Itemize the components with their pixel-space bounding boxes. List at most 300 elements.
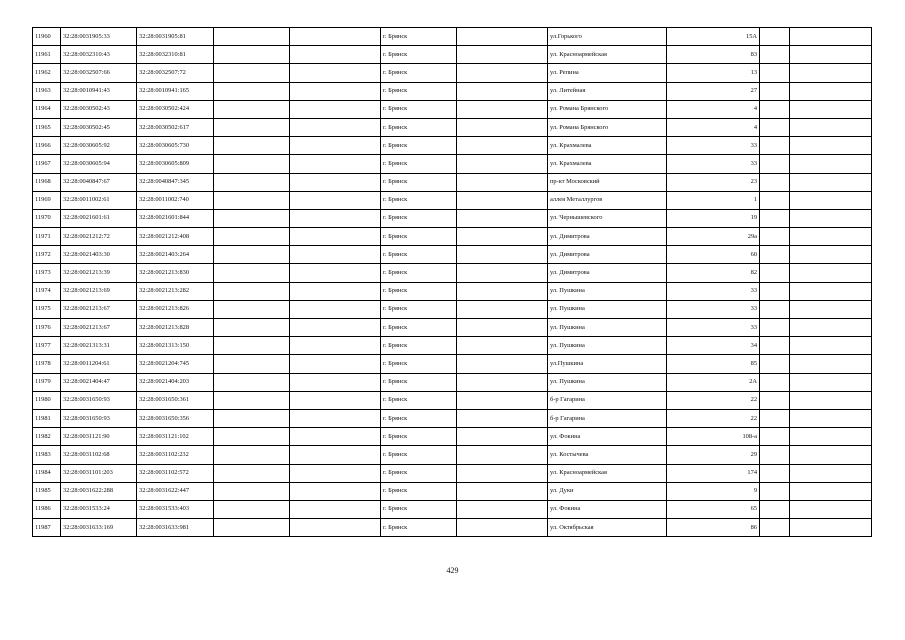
cell-object-cadastral-number: 32:28:0031622:447 — [137, 482, 214, 500]
cell-empty — [214, 155, 290, 173]
cell-object-cadastral-number: 32:28:0010941:165 — [137, 82, 214, 100]
cell-empty — [760, 337, 790, 355]
cell-street: ул. Октябрьская — [548, 519, 667, 537]
cell-cadastral-number: 32:28:0021403:30 — [61, 246, 137, 264]
cell-row-number: 11987 — [33, 519, 61, 537]
cell-row-number: 11961 — [33, 46, 61, 64]
cell-empty — [290, 209, 381, 227]
cell-house-number: 82 — [667, 264, 760, 282]
table-row — [33, 337, 872, 355]
cell-empty — [214, 137, 290, 155]
cell-empty — [760, 519, 790, 537]
table-row — [33, 428, 872, 446]
cell-empty — [790, 100, 872, 118]
cell-empty — [760, 446, 790, 464]
cell-empty — [457, 373, 548, 391]
cell-street: ул. Димитрова — [548, 246, 667, 264]
cell-empty — [760, 82, 790, 100]
cell-empty — [457, 519, 548, 537]
cell-street: ул. Димитрова — [548, 228, 667, 246]
cell-house-number: 9 — [667, 482, 760, 500]
cell-city: г. Брянск — [381, 28, 457, 46]
cell-street: ул. Димитрова — [548, 264, 667, 282]
cell-empty — [457, 319, 548, 337]
cell-empty — [790, 209, 872, 227]
cell-empty — [290, 355, 381, 373]
cell-row-number: 11968 — [33, 173, 61, 191]
cell-empty — [214, 118, 290, 136]
cell-empty — [214, 246, 290, 264]
cell-street: ул. Пушкина — [548, 337, 667, 355]
cell-empty — [760, 500, 790, 518]
cell-house-number: 33 — [667, 282, 760, 300]
cell-city: г. Брянск — [381, 282, 457, 300]
cell-row-number: 11975 — [33, 300, 61, 318]
cell-empty — [214, 391, 290, 409]
cell-cadastral-number: 32:28:0031650:93 — [61, 391, 137, 409]
cell-empty — [457, 100, 548, 118]
cell-cadastral-number: 32:28:0030502:43 — [61, 100, 137, 118]
cell-empty — [214, 319, 290, 337]
cell-empty — [457, 337, 548, 355]
cell-empty — [790, 64, 872, 82]
cell-city: г. Брянск — [381, 300, 457, 318]
cell-empty — [290, 500, 381, 518]
cell-empty — [214, 64, 290, 82]
cell-empty — [290, 300, 381, 318]
cell-empty — [290, 446, 381, 464]
cell-object-cadastral-number: 32:28:0021404:203 — [137, 373, 214, 391]
cell-cadastral-number: 32:28:0021313:31 — [61, 337, 137, 355]
cell-empty — [457, 118, 548, 136]
cell-object-cadastral-number: 32:28:0030502:617 — [137, 118, 214, 136]
cell-empty — [290, 282, 381, 300]
cell-street: ул. Фокина — [548, 428, 667, 446]
cell-cadastral-number: 32:28:0031121:90 — [61, 428, 137, 446]
cell-street: ул.Пушкина — [548, 355, 667, 373]
cell-empty — [457, 264, 548, 282]
cell-empty — [457, 409, 548, 427]
cell-empty — [457, 482, 548, 500]
table-row — [33, 264, 872, 282]
cell-city: г. Брянск — [381, 209, 457, 227]
cell-street: ул. Красноармейская — [548, 464, 667, 482]
table-row — [33, 46, 872, 64]
cell-street: б-р Гагарина — [548, 409, 667, 427]
cell-cadastral-number: 32:28:0011002:61 — [61, 191, 137, 209]
cell-empty — [760, 319, 790, 337]
cell-object-cadastral-number: 32:28:0031121:102 — [137, 428, 214, 446]
cell-row-number: 11983 — [33, 446, 61, 464]
cell-empty — [790, 137, 872, 155]
page-number: 429 — [446, 566, 459, 575]
cell-empty — [290, 391, 381, 409]
cell-empty — [457, 82, 548, 100]
cell-row-number: 11974 — [33, 282, 61, 300]
cell-object-cadastral-number: 32:28:0031650:361 — [137, 391, 214, 409]
cell-cadastral-number: 32:28:0031905:33 — [61, 28, 137, 46]
cell-cadastral-number: 32:28:0030605:94 — [61, 155, 137, 173]
cell-street: ул. Пушкина — [548, 300, 667, 318]
cell-object-cadastral-number: 32:28:0021213:282 — [137, 282, 214, 300]
cell-city: г. Брянск — [381, 118, 457, 136]
cell-city: г. Брянск — [381, 191, 457, 209]
cell-empty — [760, 137, 790, 155]
cell-city: г. Брянск — [381, 391, 457, 409]
cell-house-number: 33 — [667, 300, 760, 318]
cell-cadastral-number: 32:28:0031533:24 — [61, 500, 137, 518]
cell-house-number: 22 — [667, 391, 760, 409]
cell-empty — [790, 446, 872, 464]
cell-row-number: 11960 — [33, 28, 61, 46]
cell-empty — [457, 446, 548, 464]
cell-cadastral-number: 32:28:0021212:72 — [61, 228, 137, 246]
cell-city: г. Брянск — [381, 319, 457, 337]
cell-row-number: 11963 — [33, 82, 61, 100]
cell-street: ул.Горького — [548, 28, 667, 46]
cell-cadastral-number: 32:28:0031622:288 — [61, 482, 137, 500]
cell-empty — [457, 28, 548, 46]
cell-empty — [214, 264, 290, 282]
cell-house-number: 33 — [667, 155, 760, 173]
cell-street: ул. Литейная — [548, 82, 667, 100]
cell-empty — [790, 409, 872, 427]
cell-empty — [290, 428, 381, 446]
cell-object-cadastral-number: 32:28:0031102:572 — [137, 464, 214, 482]
cell-empty — [457, 464, 548, 482]
cell-empty — [214, 173, 290, 191]
cell-house-number: 108-а — [667, 428, 760, 446]
cell-object-cadastral-number: 32:28:0031905:81 — [137, 28, 214, 46]
table-row — [33, 173, 872, 191]
cell-row-number: 11980 — [33, 391, 61, 409]
cell-empty — [290, 191, 381, 209]
cell-row-number: 11984 — [33, 464, 61, 482]
cell-empty — [290, 155, 381, 173]
table-row — [33, 137, 872, 155]
cell-house-number: 4 — [667, 100, 760, 118]
cell-house-number: 19 — [667, 209, 760, 227]
cell-empty — [457, 428, 548, 446]
cell-empty — [790, 82, 872, 100]
table-body — [33, 28, 872, 537]
cell-empty — [790, 464, 872, 482]
cell-empty — [760, 46, 790, 64]
cell-empty — [214, 446, 290, 464]
cell-house-number: 22 — [667, 409, 760, 427]
cell-house-number: 23 — [667, 173, 760, 191]
cell-city: г. Брянск — [381, 519, 457, 537]
cell-empty — [457, 391, 548, 409]
cell-empty — [290, 464, 381, 482]
cell-cadastral-number: 32:28:0031650:93 — [61, 409, 137, 427]
cell-street: ул. Красноармейская — [548, 46, 667, 64]
cell-empty — [760, 209, 790, 227]
table-row — [33, 155, 872, 173]
cell-street: ул. Пушкина — [548, 282, 667, 300]
cell-object-cadastral-number: 32:28:0032507:72 — [137, 64, 214, 82]
cell-object-cadastral-number: 32:28:0031650:356 — [137, 409, 214, 427]
cell-street: ул. Чернышевского — [548, 209, 667, 227]
cell-empty — [790, 519, 872, 537]
cell-cadastral-number: 32:28:0011204:61 — [61, 355, 137, 373]
cell-empty — [214, 482, 290, 500]
cell-house-number: 29а — [667, 228, 760, 246]
cell-street: ул. Романа Брянского — [548, 118, 667, 136]
cell-empty — [790, 46, 872, 64]
cell-city: г. Брянск — [381, 173, 457, 191]
cell-object-cadastral-number: 32:28:0031533:403 — [137, 500, 214, 518]
cell-empty — [790, 391, 872, 409]
cell-empty — [214, 82, 290, 100]
cell-empty — [214, 500, 290, 518]
table-row — [33, 446, 872, 464]
cell-street: ул. Пушкина — [548, 373, 667, 391]
cell-cadastral-number: 32:28:0030605:92 — [61, 137, 137, 155]
cell-empty — [214, 28, 290, 46]
cell-house-number: 86 — [667, 519, 760, 537]
cell-empty — [457, 209, 548, 227]
table-row — [33, 118, 872, 136]
cell-empty — [290, 46, 381, 64]
cell-house-number: 29 — [667, 446, 760, 464]
cell-empty — [290, 409, 381, 427]
cell-row-number: 11962 — [33, 64, 61, 82]
cell-empty — [790, 264, 872, 282]
table-row — [33, 319, 872, 337]
cell-empty — [790, 373, 872, 391]
cell-object-cadastral-number: 32:28:0021601:844 — [137, 209, 214, 227]
cell-empty — [760, 228, 790, 246]
cell-city: г. Брянск — [381, 337, 457, 355]
cell-street: аллея Металлургов — [548, 191, 667, 209]
table-row — [33, 391, 872, 409]
cell-empty — [214, 228, 290, 246]
cell-empty — [760, 428, 790, 446]
table-row — [33, 191, 872, 209]
cell-row-number: 11970 — [33, 209, 61, 227]
cell-object-cadastral-number: 32:28:0021213:826 — [137, 300, 214, 318]
table-row — [33, 464, 872, 482]
cell-house-number: 2А — [667, 373, 760, 391]
cell-city: г. Брянск — [381, 500, 457, 518]
cell-street: ул. Репина — [548, 64, 667, 82]
cell-empty — [457, 137, 548, 155]
cell-city: г. Брянск — [381, 446, 457, 464]
cell-empty — [760, 409, 790, 427]
cell-empty — [457, 300, 548, 318]
cell-empty — [760, 264, 790, 282]
cell-empty — [457, 155, 548, 173]
cell-city: г. Брянск — [381, 246, 457, 264]
cell-empty — [290, 319, 381, 337]
cell-empty — [790, 118, 872, 136]
cell-empty — [457, 355, 548, 373]
cell-row-number: 11978 — [33, 355, 61, 373]
cell-row-number: 11964 — [33, 100, 61, 118]
table-row — [33, 100, 872, 118]
cell-object-cadastral-number: 32:28:0021212:408 — [137, 228, 214, 246]
cell-empty — [290, 100, 381, 118]
cell-house-number: 34 — [667, 337, 760, 355]
cell-house-number: 27 — [667, 82, 760, 100]
cell-empty — [214, 355, 290, 373]
cell-street: ул. Костычева — [548, 446, 667, 464]
table-row — [33, 300, 872, 318]
cell-object-cadastral-number: 32:28:0021403:264 — [137, 246, 214, 264]
cell-house-number: 85 — [667, 355, 760, 373]
cell-row-number: 11981 — [33, 409, 61, 427]
cell-empty — [214, 409, 290, 427]
cell-row-number: 11986 — [33, 500, 61, 518]
table-row — [33, 373, 872, 391]
cell-object-cadastral-number: 32:28:0030605:730 — [137, 137, 214, 155]
cell-house-number: 1 — [667, 191, 760, 209]
table-row — [33, 82, 872, 100]
cell-house-number: 4 — [667, 118, 760, 136]
cell-row-number: 11985 — [33, 482, 61, 500]
cell-empty — [214, 428, 290, 446]
cell-city: г. Брянск — [381, 82, 457, 100]
cell-empty — [760, 373, 790, 391]
cell-empty — [214, 337, 290, 355]
cell-cadastral-number: 32:28:0021213:69 — [61, 282, 137, 300]
cell-row-number: 11973 — [33, 264, 61, 282]
cell-empty — [214, 191, 290, 209]
cell-empty — [457, 282, 548, 300]
cell-row-number: 11969 — [33, 191, 61, 209]
cell-street: ул. Дуки — [548, 482, 667, 500]
cell-city: г. Брянск — [381, 228, 457, 246]
cell-empty — [760, 391, 790, 409]
cell-empty — [214, 373, 290, 391]
table-row — [33, 228, 872, 246]
cell-empty — [760, 100, 790, 118]
cell-house-number: 174 — [667, 464, 760, 482]
cell-empty — [790, 155, 872, 173]
cell-city: г. Брянск — [381, 428, 457, 446]
cell-object-cadastral-number: 32:28:0032310:81 — [137, 46, 214, 64]
cell-empty — [290, 137, 381, 155]
table-row — [33, 64, 872, 82]
cell-row-number: 11967 — [33, 155, 61, 173]
cell-city: г. Брянск — [381, 355, 457, 373]
cell-empty — [290, 82, 381, 100]
table-row — [33, 500, 872, 518]
cell-house-number: 65 — [667, 500, 760, 518]
cell-empty — [290, 28, 381, 46]
table-row — [33, 282, 872, 300]
cell-empty — [760, 482, 790, 500]
table-row — [33, 519, 872, 537]
cell-object-cadastral-number: 32:28:0021213:828 — [137, 319, 214, 337]
cell-city: г. Брянск — [381, 264, 457, 282]
cell-object-cadastral-number: 32:28:0031633:981 — [137, 519, 214, 537]
cell-city: г. Брянск — [381, 137, 457, 155]
cell-street: б-р Гагарина — [548, 391, 667, 409]
cell-row-number: 11977 — [33, 337, 61, 355]
cell-cadastral-number: 32:28:0021213:67 — [61, 300, 137, 318]
cell-empty — [760, 464, 790, 482]
cell-street: пр-кт Московский — [548, 173, 667, 191]
cell-object-cadastral-number: 32:28:0030605:809 — [137, 155, 214, 173]
cell-cadastral-number: 32:28:0030502:45 — [61, 118, 137, 136]
cell-empty — [290, 228, 381, 246]
cell-object-cadastral-number: 32:28:0040847:345 — [137, 173, 214, 191]
cell-empty — [760, 173, 790, 191]
cell-empty — [790, 228, 872, 246]
cell-empty — [790, 355, 872, 373]
cell-empty — [214, 209, 290, 227]
cell-empty — [290, 264, 381, 282]
cell-cadastral-number: 32:28:0032310:43 — [61, 46, 137, 64]
cell-empty — [760, 282, 790, 300]
cell-object-cadastral-number: 32:28:0030502:424 — [137, 100, 214, 118]
cell-cadastral-number: 32:28:0031102:68 — [61, 446, 137, 464]
cell-cadastral-number: 32:28:0031101:203 — [61, 464, 137, 482]
cell-empty — [457, 228, 548, 246]
cell-empty — [457, 173, 548, 191]
cell-city: г. Брянск — [381, 46, 457, 64]
cell-empty — [760, 118, 790, 136]
cell-empty — [760, 155, 790, 173]
cell-street: ул. Пушкина — [548, 319, 667, 337]
cell-empty — [790, 173, 872, 191]
cell-object-cadastral-number: 32:28:0021204:745 — [137, 355, 214, 373]
cell-row-number: 11966 — [33, 137, 61, 155]
cell-city: г. Брянск — [381, 409, 457, 427]
cell-object-cadastral-number: 32:28:0011002:740 — [137, 191, 214, 209]
cell-cadastral-number: 32:28:0021601:61 — [61, 209, 137, 227]
cell-empty — [290, 337, 381, 355]
table-row — [33, 355, 872, 373]
cell-empty — [290, 64, 381, 82]
cell-city: г. Брянск — [381, 155, 457, 173]
cell-street: ул. Крахмалева — [548, 155, 667, 173]
cell-empty — [790, 282, 872, 300]
cell-empty — [214, 46, 290, 64]
cell-empty — [214, 519, 290, 537]
cell-empty — [214, 282, 290, 300]
cell-city: г. Брянск — [381, 464, 457, 482]
cell-row-number: 11972 — [33, 246, 61, 264]
table-row — [33, 28, 872, 46]
cell-cadastral-number: 32:28:0031633:169 — [61, 519, 137, 537]
cell-empty — [214, 464, 290, 482]
cell-empty — [457, 246, 548, 264]
cell-house-number: 15А — [667, 28, 760, 46]
cell-empty — [760, 64, 790, 82]
cell-house-number: 33 — [667, 319, 760, 337]
cell-city: г. Брянск — [381, 64, 457, 82]
cell-house-number: 33 — [667, 137, 760, 155]
cell-empty — [290, 482, 381, 500]
cell-object-cadastral-number: 32:28:0031102:232 — [137, 446, 214, 464]
cell-empty — [760, 191, 790, 209]
cell-city: г. Брянск — [381, 100, 457, 118]
cell-empty — [790, 28, 872, 46]
cell-object-cadastral-number: 32:28:0021313:150 — [137, 337, 214, 355]
cell-object-cadastral-number: 32:28:0021213:830 — [137, 264, 214, 282]
cell-cadastral-number: 32:28:0010941:43 — [61, 82, 137, 100]
cell-row-number: 11971 — [33, 228, 61, 246]
cell-row-number: 11982 — [33, 428, 61, 446]
cell-empty — [760, 246, 790, 264]
cell-row-number: 11965 — [33, 118, 61, 136]
table-row — [33, 209, 872, 227]
cell-empty — [290, 373, 381, 391]
cell-house-number: 60 — [667, 246, 760, 264]
